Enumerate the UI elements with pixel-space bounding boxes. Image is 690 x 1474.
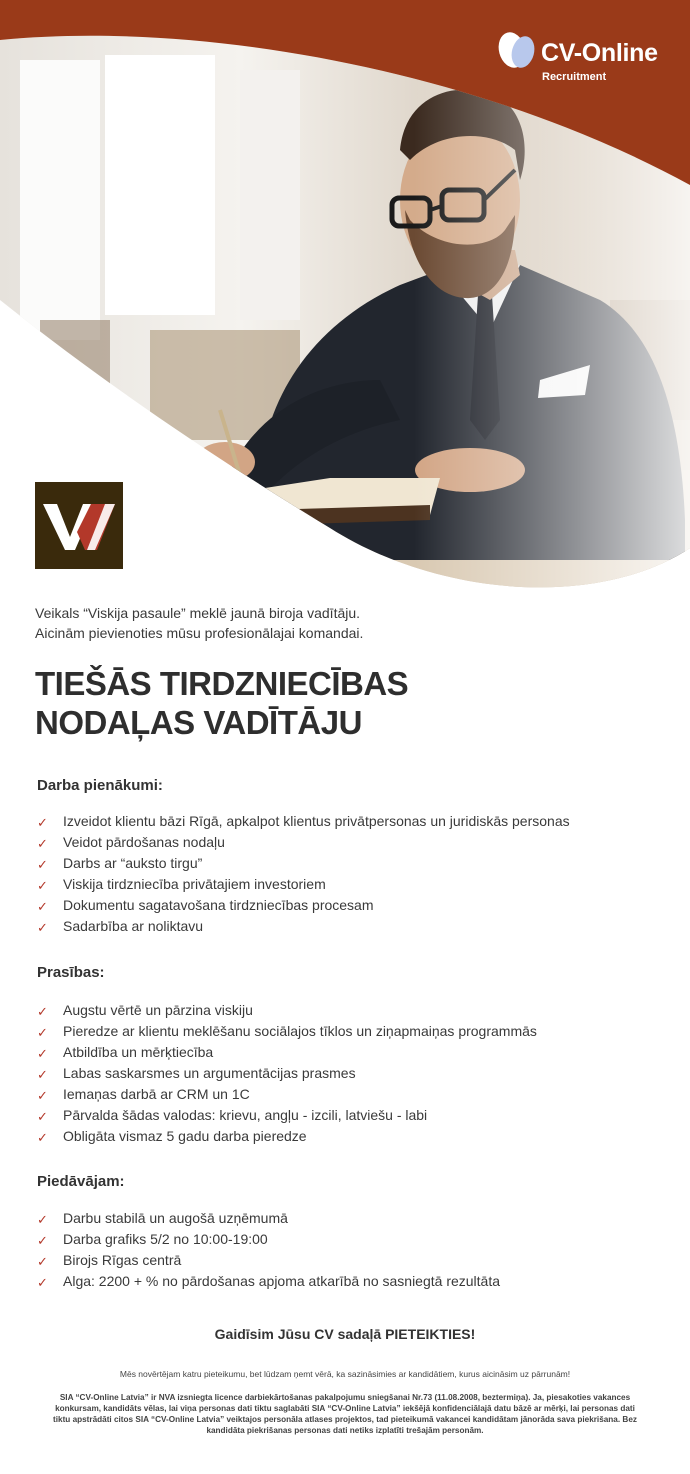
list-item: ✓ Birojs Rīgas centrā — [37, 1250, 500, 1271]
intro-line-2: Aicinām pievienoties mūsu profesionālajai komandai. — [35, 625, 364, 641]
check-icon: ✓ — [37, 1233, 48, 1248]
list-item: ✓ Izveidot klientu bāzi Rīgā, apkalpot klientus privātpersonas un juridiskās personas — [37, 811, 570, 832]
check-icon: ✓ — [37, 1025, 48, 1040]
list-item: ✓ Sadarbība ar noliktavu — [37, 916, 570, 937]
list-item: ✓ Viskija tirdzniecība privātajiem investoriem — [37, 874, 570, 895]
duties-list — [37, 811, 570, 937]
section-title-duties: Darba pienākumi: — [37, 777, 163, 794]
requirements-list — [37, 1000, 537, 1147]
list-item: ✓ Darbu stabilā un augošā uzņēmumā — [37, 1208, 500, 1229]
check-icon: ✓ — [37, 1130, 48, 1145]
job-title — [35, 664, 408, 742]
check-icon: ✓ — [37, 1275, 48, 1290]
list-item: ✓ Obligāta vismaz 5 gadu darba pieredze — [37, 1126, 537, 1147]
list-item: ✓ Augstu vērtē un pārzina viskiju — [37, 1000, 537, 1021]
list-item: ✓ Alga: 2200 + % no pārdošanas apjoma atkarībā no sasniegtā rezultāta — [37, 1271, 500, 1292]
employer-logo — [35, 482, 123, 569]
job-title-line-1: TIEŠĀS TIRDZNIECĪBAS — [35, 665, 409, 702]
offer-list — [37, 1208, 500, 1292]
check-icon: ✓ — [37, 857, 48, 872]
brand-name: CV-Online — [541, 39, 658, 67]
legal-disclaimer: SIA “CV-Online Latvia” ir NVA izsniegta licence darbiekārtošanas pakalpojumu sniegšanai Nr.73 (11.08.2008, beztermiņa). Ja, piesakoties vakances konkursam, kandidāts vēlas, lai viņa personas dati tiktu saglabāti SIA “CV-Online Latvia” iekšējā konfidenciālajā datu bāzē ar mērķi, lai personas dati tiktu apstrādāti citos SIA “CV-Online Latvia” veiktajos personāla atlases projektos, tad pieteikumā vakancei kandidātam jānorāda sava piekrišana. Bez kandidāta piekrišanas personas dati netiks izplatīti trešajām personām. — [53, 1393, 637, 1435]
check-icon: ✓ — [37, 815, 48, 830]
check-icon: ✓ — [37, 1067, 48, 1082]
check-icon: ✓ — [37, 836, 48, 851]
check-icon: ✓ — [37, 899, 48, 914]
cv-online-logo — [497, 28, 677, 88]
check-icon: ✓ — [37, 1004, 48, 1019]
intro-line-1: Veikals “Viskija pasaule” meklē jaunā biroja vadītāju. — [35, 605, 361, 621]
employer-logo-icon — [35, 482, 123, 569]
check-icon: ✓ — [37, 878, 48, 893]
section-title-offer: Piedāvājam: — [37, 1173, 125, 1190]
check-icon: ✓ — [37, 1212, 48, 1227]
list-item: ✓ Iemaņas darbā ar CRM un 1C — [37, 1084, 537, 1105]
check-icon: ✓ — [37, 1088, 48, 1103]
hero-banner — [0, 0, 690, 600]
response-note: Mēs novērtējam katru pieteikumu, bet lūdzam ņemt vērā, ka sazināsimies ar kandidātiem, kurus aicināsim uz pārrunām! — [119, 1369, 571, 1379]
job-title-line-2: NODAĻAS VADĪTĀJU — [35, 704, 362, 741]
list-item: ✓ Labas saskarsmes un argumentācijas prasmes — [37, 1063, 537, 1084]
list-item: ✓ Atbildība un mērķtiecība — [37, 1042, 537, 1063]
list-item: ✓ Pieredze ar klientu meklēšanu sociālajos tīklos un ziņapmaiņas programmās — [37, 1021, 537, 1042]
list-item: ✓ Darba grafiks 5/2 no 10:00-19:00 — [37, 1229, 500, 1250]
apply-call-to-action: Gaidīsim Jūsu CV sadaļā PIETEIKTIES! — [214, 1326, 476, 1342]
check-icon: ✓ — [37, 1254, 48, 1269]
list-item: ✓ Pārvalda šādas valodas: krievu, angļu - izcili, latviešu - labi — [37, 1105, 537, 1126]
check-icon: ✓ — [37, 1046, 48, 1061]
check-icon: ✓ — [37, 1109, 48, 1124]
section-title-requirements: Prasības: — [37, 964, 105, 981]
cv-online-logo-icon — [497, 30, 537, 70]
list-item: ✓ Dokumentu sagatavošana tirdzniecības procesam — [37, 895, 570, 916]
brand-subtitle: Recruitment — [542, 71, 607, 83]
intro-text — [35, 603, 363, 643]
list-item: ✓ Veidot pārdošanas nodaļu — [37, 832, 570, 853]
list-item: ✓ Darbs ar “auksto tirgu” — [37, 853, 570, 874]
check-icon: ✓ — [37, 920, 48, 935]
